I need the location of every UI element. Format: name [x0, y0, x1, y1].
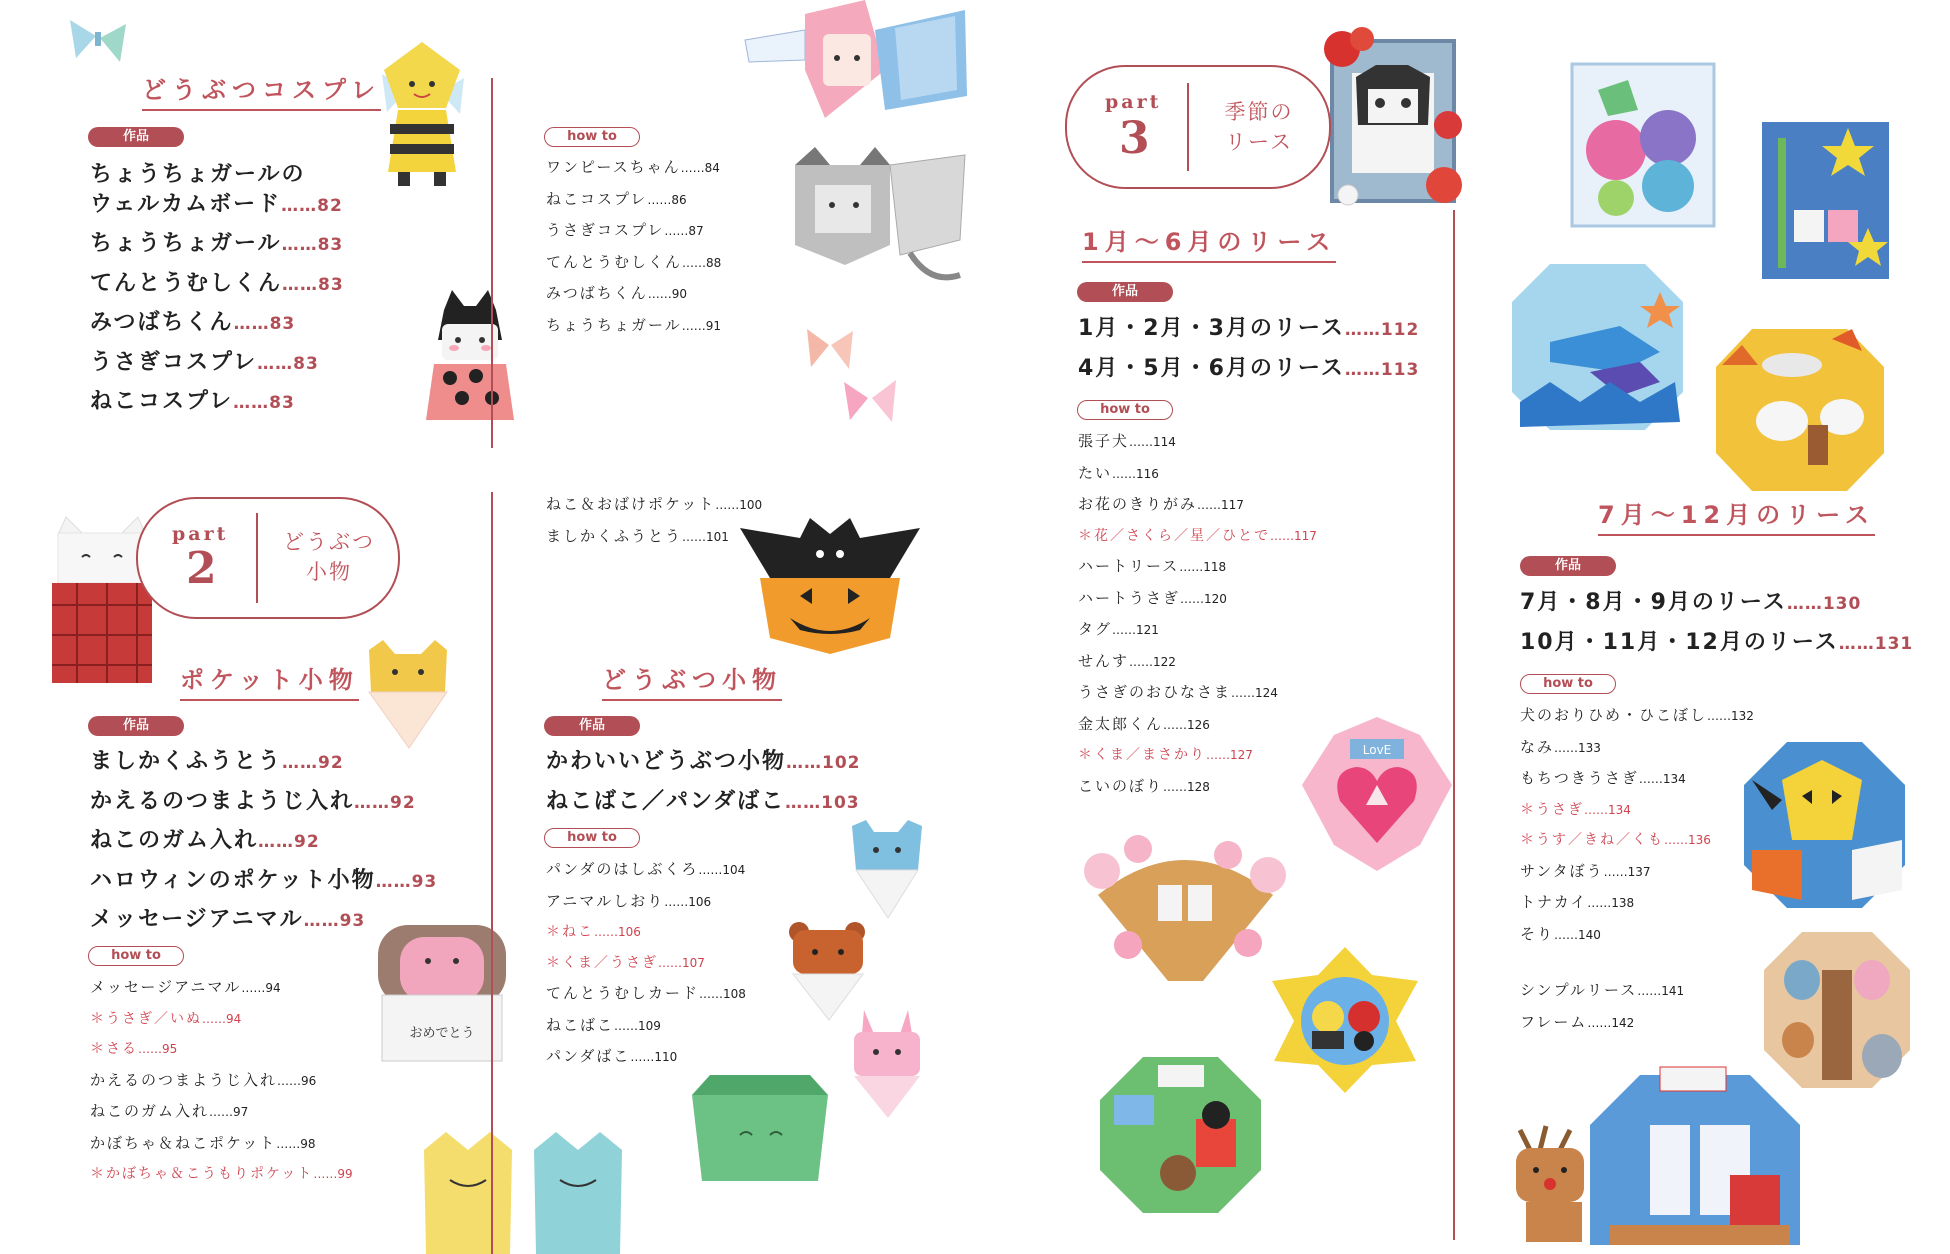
list-item[interactable]: ましかくふうとう……101	[546, 526, 729, 545]
part2-divider	[256, 513, 258, 603]
list-item[interactable]: 張子犬……114	[1078, 432, 1176, 450]
list-item[interactable]: トナカイ……138	[1520, 893, 1635, 911]
works-badge: 作品	[1520, 556, 1616, 576]
reindeer-icon	[1500, 1120, 1610, 1254]
wreath2-works-list	[1520, 584, 1913, 663]
list-item[interactable]: ねこコスプレ……83	[90, 389, 295, 414]
list-item[interactable]: ワンピースちゃん……84	[546, 158, 720, 176]
list-item[interactable]: フレーム……142	[1520, 1012, 1635, 1031]
part2-title-line2: 小物	[306, 560, 352, 584]
list-item[interactable]: こいのぼり……128	[1078, 776, 1210, 795]
wreath2-extra-list	[1520, 975, 1684, 1038]
section-title-animal: どうぶつ小物	[602, 660, 782, 701]
list-item[interactable]: ＊さる……95	[90, 1041, 178, 1057]
list-item[interactable]: うさぎコスプレ……87	[546, 221, 704, 239]
works-badge: 作品	[1077, 282, 1173, 302]
howto-badge: how to	[544, 127, 640, 147]
column-divider	[491, 492, 493, 1254]
part2-number: 2	[186, 543, 217, 594]
pocket-works-list	[90, 743, 437, 941]
list-item[interactable]: 10月・11月・12月のリース……131	[1520, 629, 1914, 655]
heart-wreath-icon	[1300, 715, 1455, 875]
list-item[interactable]: ましかくふうとう……92	[90, 749, 344, 774]
wreath1-howto-list	[1078, 426, 1317, 802]
list-item[interactable]: ＊花／さくら／星／ひとで……117	[1078, 527, 1317, 544]
list-item[interactable]: かえるのつまようじ入れ……96	[90, 1070, 317, 1089]
moon-rabbit-wreath-icon	[1712, 325, 1887, 495]
girl-figure-icon	[745, 0, 975, 130]
love-tag-text: LovE	[1362, 743, 1392, 757]
list-item[interactable]: お花のきりがみ……117	[1078, 495, 1244, 513]
frog-holders-icon	[420, 1130, 630, 1254]
howto-badge: how to	[88, 946, 184, 966]
part2-title-line1: どうぶつ	[283, 530, 375, 554]
list-item[interactable]: ねこ＆おばけポケット……100	[546, 495, 763, 513]
part3-divider	[1187, 83, 1189, 171]
works-badge: 作品	[88, 127, 184, 147]
list-item[interactable]: ＊くま／うさぎ……107	[546, 954, 705, 971]
list-item[interactable]: てんとうむしくん……88	[546, 252, 722, 271]
list-item[interactable]: アニマルしおり……106	[546, 891, 712, 910]
list-item[interactable]: パンダばこ……110	[546, 1047, 678, 1065]
list-item[interactable]: ちょうちょガール……91	[546, 315, 721, 334]
part3-title-line2: リース	[1225, 130, 1293, 154]
section-title-wreath-jan-jun: 1月～6月のリース	[1082, 222, 1336, 263]
wreath1-works-list	[1078, 310, 1419, 389]
butterfly-pink-icon	[805, 327, 855, 372]
section-title-cosplay: どうぶつコスプレ	[142, 70, 381, 111]
list-item[interactable]: シンプルリース……141	[1520, 981, 1685, 999]
christmas-wreath-icon	[1580, 1065, 1810, 1254]
panda-frame-icon	[1318, 25, 1468, 225]
cosplay-howto-list	[546, 152, 721, 341]
cat-plaid-figure-icon	[52, 515, 152, 685]
column-divider	[1453, 210, 1455, 1240]
animal-howto-list	[546, 854, 746, 1073]
list-item[interactable]: ＊くま／まさかり……127	[1078, 747, 1253, 763]
list-item[interactable]: そり……140	[1520, 924, 1601, 943]
part3-label: part	[1105, 91, 1162, 113]
section-title-wreath-jul-dec: 7月～12月のリース	[1598, 495, 1875, 536]
list-item[interactable]: うさぎのおひなさま……124	[1078, 683, 1278, 701]
halloween-wreath-icon	[1742, 740, 1907, 910]
list-item[interactable]: かぼちゃ＆ねこポケット……98	[90, 1133, 316, 1152]
list-item[interactable]: てんとうむしくん……83	[90, 270, 344, 296]
sea-wreath-icon	[1510, 262, 1685, 432]
cosplay-works-list	[90, 156, 344, 423]
list-item[interactable]: ＊うさぎ／いぬ……94	[90, 1010, 242, 1027]
fan-wreath-icon	[1078, 835, 1293, 985]
part3-title	[1203, 97, 1315, 157]
list-item[interactable]: うさぎコスプレ……83	[90, 349, 319, 375]
part2-title	[274, 527, 384, 587]
pocket-extra-list	[546, 489, 762, 552]
list-item[interactable]: ハロウィンのポケット小物……93	[90, 867, 438, 893]
part3-title-line1: 季節の	[1224, 100, 1294, 124]
part3-badge	[1065, 65, 1331, 189]
cat-box-icon	[690, 1075, 830, 1185]
list-item[interactable]: ねこばこ……109	[546, 1015, 661, 1034]
list-item[interactable]: ねこのガム入れ……97	[90, 1102, 249, 1120]
howto-badge: how to	[1077, 400, 1173, 420]
bat-pumpkin-icon	[740, 518, 920, 658]
works-badge: 作品	[544, 716, 640, 736]
omedetou-text: おめでとう	[409, 1026, 475, 1041]
list-item[interactable]: ＊かぼちゃ＆こうもりポケット……99	[90, 1166, 353, 1182]
list-item[interactable]: せんす……122	[1078, 651, 1176, 670]
list-item[interactable]: ちょうちょガール……83	[90, 231, 344, 256]
list-item[interactable]: 1月・2月・3月のリース……112	[1078, 316, 1420, 341]
section-title-pocket: ポケット小物	[180, 660, 359, 701]
list-item[interactable]: ＊うさぎ……134	[1520, 801, 1631, 818]
list-item[interactable]: ハートリース……118	[1078, 557, 1227, 575]
rabbit-bookmark-icon	[848, 1010, 926, 1120]
ladybug-figure-icon	[420, 280, 520, 430]
list-item[interactable]: たい……116	[1078, 463, 1159, 482]
hydrangea-frame-icon	[1568, 60, 1718, 230]
list-item[interactable]: 犬のおりひめ・ひこぼし……132	[1520, 706, 1754, 724]
list-item[interactable]: ねこコスプレ……86	[546, 189, 687, 208]
list-item[interactable]: かえるのつまようじ入れ……92	[90, 788, 416, 814]
list-item[interactable]: もちつきうさぎ……134	[1520, 769, 1686, 787]
list-item[interactable]: ねこばこ／パンダばこ……103	[546, 788, 860, 814]
list-item[interactable]: 7月・8月・9月のリース……130	[1520, 590, 1862, 615]
list-item[interactable]: ねこのガム入れ……92	[90, 828, 320, 853]
animal-works-list	[546, 743, 861, 822]
list-item[interactable]: タグ……121	[1078, 620, 1159, 638]
list-item[interactable]: メッセージアニマル……94	[90, 978, 281, 996]
list-item[interactable]: メッセージアニマル……93	[90, 907, 366, 932]
bear-bookmark-icon	[785, 920, 875, 1020]
cat-pocket-icon	[365, 640, 450, 750]
kintaro-wreath-icon	[1098, 1055, 1263, 1215]
howto-badge: how to	[1520, 674, 1616, 694]
tanabata-frame-icon	[1758, 118, 1893, 283]
list-item[interactable]: 金太郎くん……126	[1078, 714, 1210, 733]
pocket-howto-list	[90, 972, 353, 1190]
list-item[interactable]: ＊ねこ……106	[546, 924, 641, 940]
wreath2-howto-list	[1520, 700, 1754, 950]
list-item[interactable]: 4月・5月・6月のリース……113	[1078, 355, 1420, 381]
flower-wreath-icon	[1268, 945, 1423, 1095]
list-item[interactable]: ＊うす／きね／くも……136	[1520, 832, 1711, 848]
butterfly-icon	[68, 18, 128, 68]
cat-figure-icon	[790, 145, 970, 295]
list-item[interactable]: みつばちくん……90	[546, 284, 687, 302]
list-item[interactable]: ウェルカムボード……82	[90, 191, 343, 217]
list-item[interactable]: ハートうさぎ……120	[1078, 588, 1227, 607]
part2-badge	[136, 497, 400, 619]
list-item[interactable]: パンダのはしぶくろ……104	[546, 860, 746, 878]
list-item[interactable]: みつばちくん……83	[90, 310, 296, 335]
works-badge: 作品	[88, 716, 184, 736]
part2-label: part	[172, 523, 229, 545]
butterfly-pink-icon	[842, 378, 898, 423]
list-item[interactable]: かわいいどうぶつ小物……102	[546, 749, 861, 774]
column-divider	[491, 78, 493, 448]
cat-bookmark-icon	[848, 820, 926, 920]
part3-number: 3	[1119, 113, 1150, 164]
howto-badge: how to	[544, 828, 640, 848]
list-item[interactable]: ちょうちょガールの	[90, 162, 306, 187]
list-item[interactable]: てんとうむしカード……108	[546, 984, 746, 1002]
list-item[interactable]: サンタぼう……137	[1520, 861, 1651, 880]
bee-figure-icon	[372, 40, 472, 190]
list-item[interactable]: なみ……133	[1520, 737, 1601, 756]
